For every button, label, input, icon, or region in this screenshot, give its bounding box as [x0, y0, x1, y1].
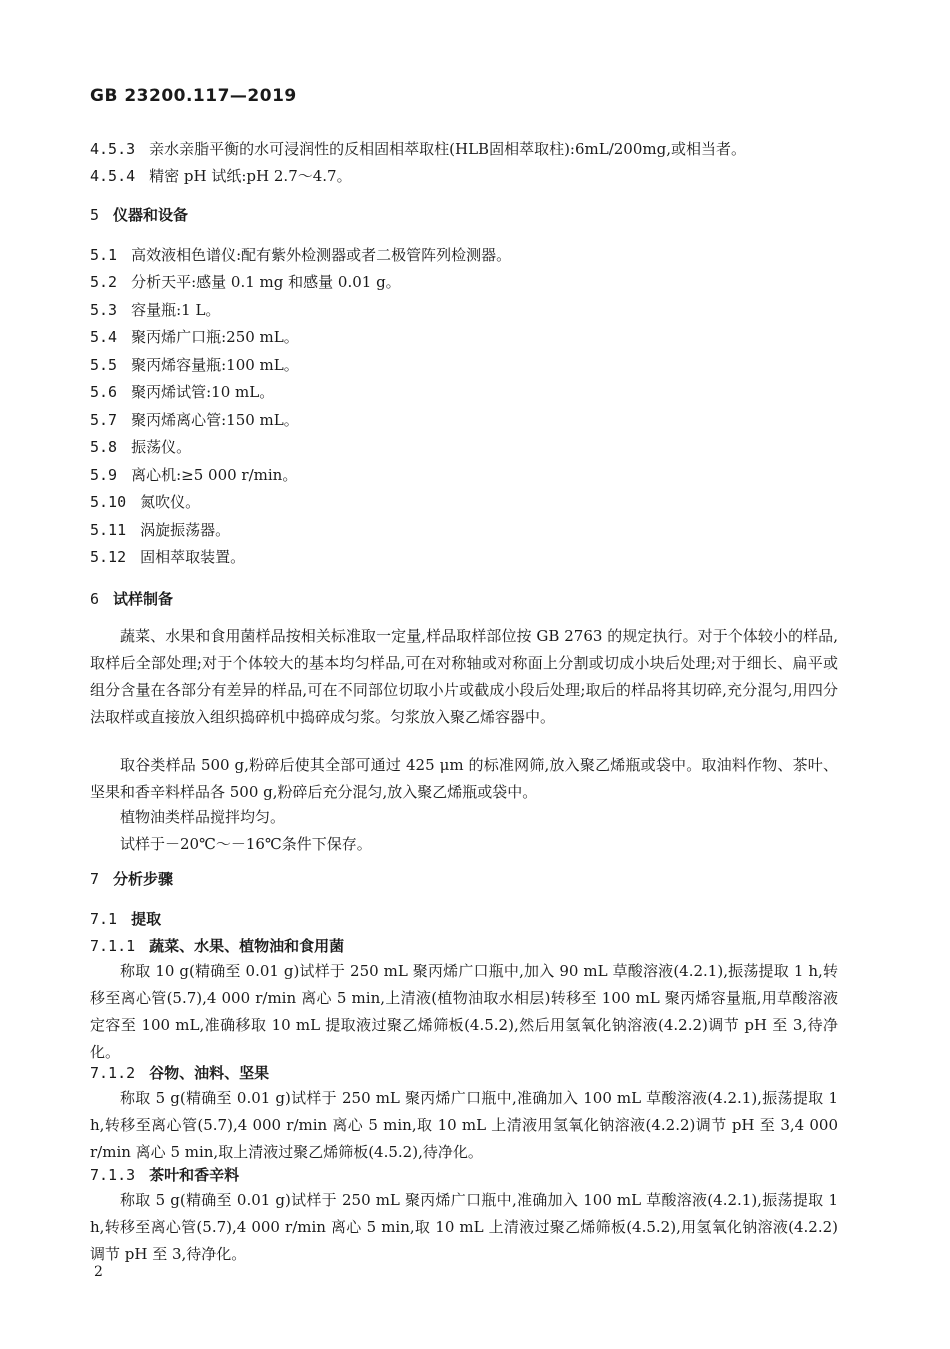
page-number: 2: [94, 1264, 103, 1280]
clause-5-6: 5.6 聚丙烯试管:10 mL。: [90, 383, 275, 401]
clause-text: 亲水亲脂平衡的水可浸润性的反相固相萃取柱(HLB固相萃取柱):6mL/200mg,或相当者。: [149, 140, 746, 158]
section-number: 6: [90, 590, 100, 608]
section-7-1-1-text: 称取 10 g(精确至 0.01 g)试样于 250 mL 聚丙烯广口瓶中,加入 90 mL 草酸溶液(4.2.1),振荡提取 1 h,转移至离心管(5.7),4 000 r/min 离心 5 min,上清液(植物油取水相层)转移至 100 mL 聚丙烯容量瓶,用草酸溶液定容至 100 mL,准确移取 10 mL 提取液过聚乙烯筛板(4.5.2),然后用氢氧化钠溶液(4.2.2)调节 pH 至 3,待净化。: [90, 962, 838, 1061]
section-7-1-1-heading: 7.1.1 蔬菜、水果、植物油和食用菌: [90, 937, 345, 955]
clause-5-2: 5.2 分析天平:感量 0.1 mg 和感量 0.01 g。: [90, 273, 401, 291]
sample-prep-paragraph-1: 蔬菜、水果和食用菌样品按相关标准取一定量,样品取样部位按 GB 2763 的规定执行。对于个体较小的样品,取样后全部处理;对于个体较大的基本均匀样品,可在对称轴或对称面上分割或切成小块后处理;对于细长、扁平或组分含量在各部分有差异的样品,可在不同部位切取小片或截成小段后处理;取后的样品将其切碎,充分混匀,用四分法取样或直接放入组织捣碎机中捣碎成匀浆。匀浆放入聚乙烯容器中。: [90, 627, 838, 726]
sample-prep-paragraph-4: 试样于－20℃～－16℃条件下保存。: [120, 835, 372, 853]
section-7-1-heading: 7.1 提取: [90, 910, 162, 928]
clause-number: 4.5.4: [90, 167, 136, 185]
clause-5-8: 5.8 振荡仪。: [90, 438, 192, 456]
clause-5-5: 5.5 聚丙烯容量瓶:100 mL。: [90, 356, 299, 374]
clause-4-5-4: [90, 165, 352, 186]
clause-5-4: 5.4 聚丙烯广口瓶:250 mL。: [90, 328, 299, 346]
sample-prep-paragraph-3: 植物油类样品搅拌均匀。: [120, 808, 286, 826]
section-5-heading: [90, 204, 188, 225]
clause-5-1: 5.1 高效液相色谱仪:配有紫外检测器或者二极管阵列检测器。: [90, 246, 512, 264]
section-title: 试样制备: [113, 590, 174, 608]
clause-text: 精密 pH 试纸:pH 2.7～4.7。: [149, 167, 352, 185]
clause-5-9: 5.9 离心机:≥5 000 r/min。: [90, 466, 298, 484]
clause-5-12: 5.12 固相萃取装置。: [90, 548, 246, 566]
section-7-1-3-heading: 7.1.3 茶叶和香辛料: [90, 1166, 240, 1184]
clause-number: 4.5.3: [90, 140, 136, 158]
section-7-1-2-text: 称取 5 g(精确至 0.01 g)试样于 250 mL 聚丙烯广口瓶中,准确加入 100 mL 草酸溶液(4.2.1),振荡提取 1 h,转移至离心管(5.7),4 000 r/min 离心 5 min,取 10 mL 上清液用氢氧化钠溶液(4.2.2)调节 pH 至 3,4 000 r/min 离心 5 min,取上清液过聚乙烯筛板(4.5.2),待净化。: [90, 1089, 838, 1161]
section-7-1-3-text: 称取 5 g(精确至 0.01 g)试样于 250 mL 聚丙烯广口瓶中,准确加入 100 mL 草酸溶液(4.2.1),振荡提取 1 h,转移至离心管(5.7),4 000 r/min 离心 5 min,取 10 mL 上清液过聚乙烯筛板(4.5.2),用氢氧化钠溶液(4.2.2)调节 pH 至 3,待净化。: [90, 1191, 838, 1263]
section-title: 仪器和设备: [113, 206, 189, 224]
section-number: 5: [90, 206, 100, 224]
section-7-1-2-heading: 7.1.2 谷物、油料、坚果: [90, 1064, 270, 1082]
clause-5-3: 5.3 容量瓶:1 L。: [90, 301, 221, 319]
clause-5-11: 5.11 涡旋振荡器。: [90, 521, 231, 539]
clause-4-5-3: [90, 138, 746, 159]
clause-5-10: 5.10 氮吹仪。: [90, 493, 201, 511]
section-number: 7: [90, 870, 100, 888]
sample-prep-paragraph-2: 取谷类样品 500 g,粉碎后使其全部可通过 425 μm 的标准网筛,放入聚乙烯瓶或袋中。取油料作物、茶叶、坚果和香辛料样品各 500 g,粉碎后充分混匀,放入聚乙烯瓶或袋中。: [90, 756, 838, 801]
section-7-heading: [90, 868, 173, 889]
standard-code-header: GB 23200.117—2019: [90, 86, 297, 106]
clause-5-7: 5.7 聚丙烯离心管:150 mL。: [90, 411, 299, 429]
section-6-heading: [90, 588, 173, 609]
section-title: 分析步骤: [113, 870, 174, 888]
